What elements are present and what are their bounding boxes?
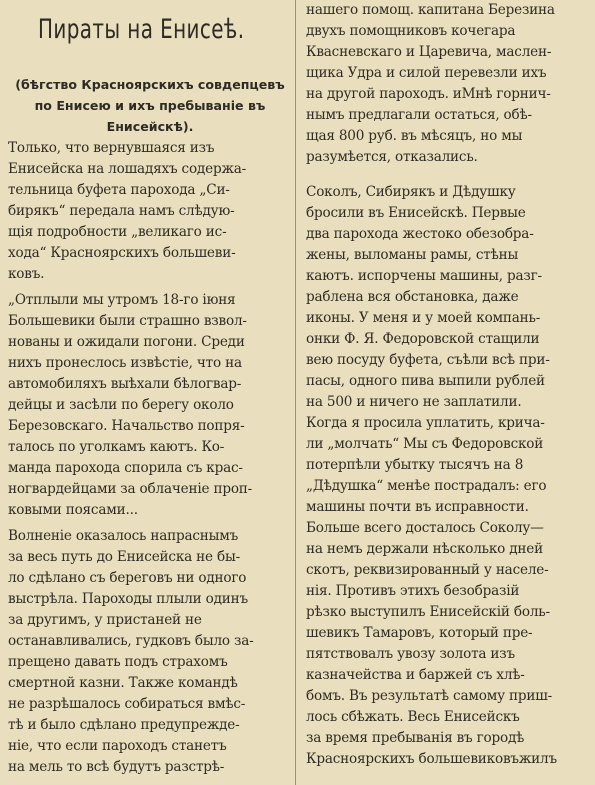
column-divider [295,0,296,785]
paragraph-text: Волненіе оказалось напраснымъ за весь путь до Енисейска не бы- ло сдѣлано съ береговъ ни одного выстрѣла. Пароходы плыли одинъ за другимъ, у пристаней не останавливались, гудковъ было за- прещено давать подъ страхомъ смертной казни. Также командѣ не разрѣшалось собираться вмѣс- тѣ и было сдѣлано предупрежде- ніе, что если пароходъ станетъ на мель то всѣ будутъ разстрѣ- [8,528,254,775]
paragraph-text: нашего помощ. капитана Березина двухъ помощниковъ кочегара Квасневскаго и Царевича, маслен- щика Удра и силой перевезли ихъ на другой пароходъ. иМнѣ горнич- нымъ предлагали остаться, обѣ- щая 800 руб. въ мѣсяцъ, но мы разумѣется, отказались. [306,2,555,165]
article-subtitle: (бѣгство Красноярскихъ совдепцевъ по Енисею и ихъ пребываніе въ Енисейскѣ). [15,77,285,134]
paragraph-text: Соколъ, Сибирякъ и Дѣдушку бросили въ Енисейскѣ. Первые два парохода жестоко обезобра- жены, выломаны рамы, стѣны каютъ. испорчены машины, разг- раблена вся обстановка, даже иконы. У меня и у моей компань- онки Ф. Я. Федоровской стащили вею посуду буфета, съѣли всѣ при- пасы, одного пива выпили рублей на 500 и ничего не заплатили. Когда я просила уплатить, крича- ли „молчать“ Мы съ Федоровской потерпѣли убытку тысячъ на 8 „Дѣдушка“ менѣе пострадалъ: его машины почти въ исправности. Больше всего досталось Соколу— на немъ держали нѣсколько дней скотъ, реквизированный у населе- нія. Противъ этихъ безобразій рѣзко выступилъ Енисейскій боль- шевикъ Тамаровъ, который пре- пятствовалъ увозу золота изъ казначейства и баржей съ хлѣ- бомъ. Въ результатѣ самому приш- лось сбѣжать. Весь Енисейскъ за время пребыванія въ городѣ Красноярскихъ большевиковъжилъ [306,184,557,767]
article-title: Пираты на Енисеѣ. [38,14,245,45]
right-paragraph-1 [306,0,584,168]
left-paragraph-1 [8,138,286,285]
paragraph-text: Только, что вернувшаяся изъ Енисейска на лошадяхъ содержа- тельница буфета парохода „Си- бирякъ“ передала намъ слѣдую- щія подробности „великаго ис- хода“ Красноярскихъ большеви- ковъ. [8,140,247,282]
paragraph-text: „Отплыли мы утромъ 18-го іюня Большевики были страшно взвол- нованы и ожидали погони. Среди нихъ пронеслось извѣстіе, что на автомобиляхъ выѣхали бѣлогвар- дейцы и засѣли по берегу около Березовскаго. Начальство попря- талось по уголкамъ каютъ. Ко- манда парохода спорила съ крас- ногвардейцами за облаченіе проп- ковыми поясами... [8,292,253,518]
right-paragraph-2 [306,182,584,770]
left-paragraph-2 [8,290,286,521]
left-paragraph-3 [8,526,286,778]
